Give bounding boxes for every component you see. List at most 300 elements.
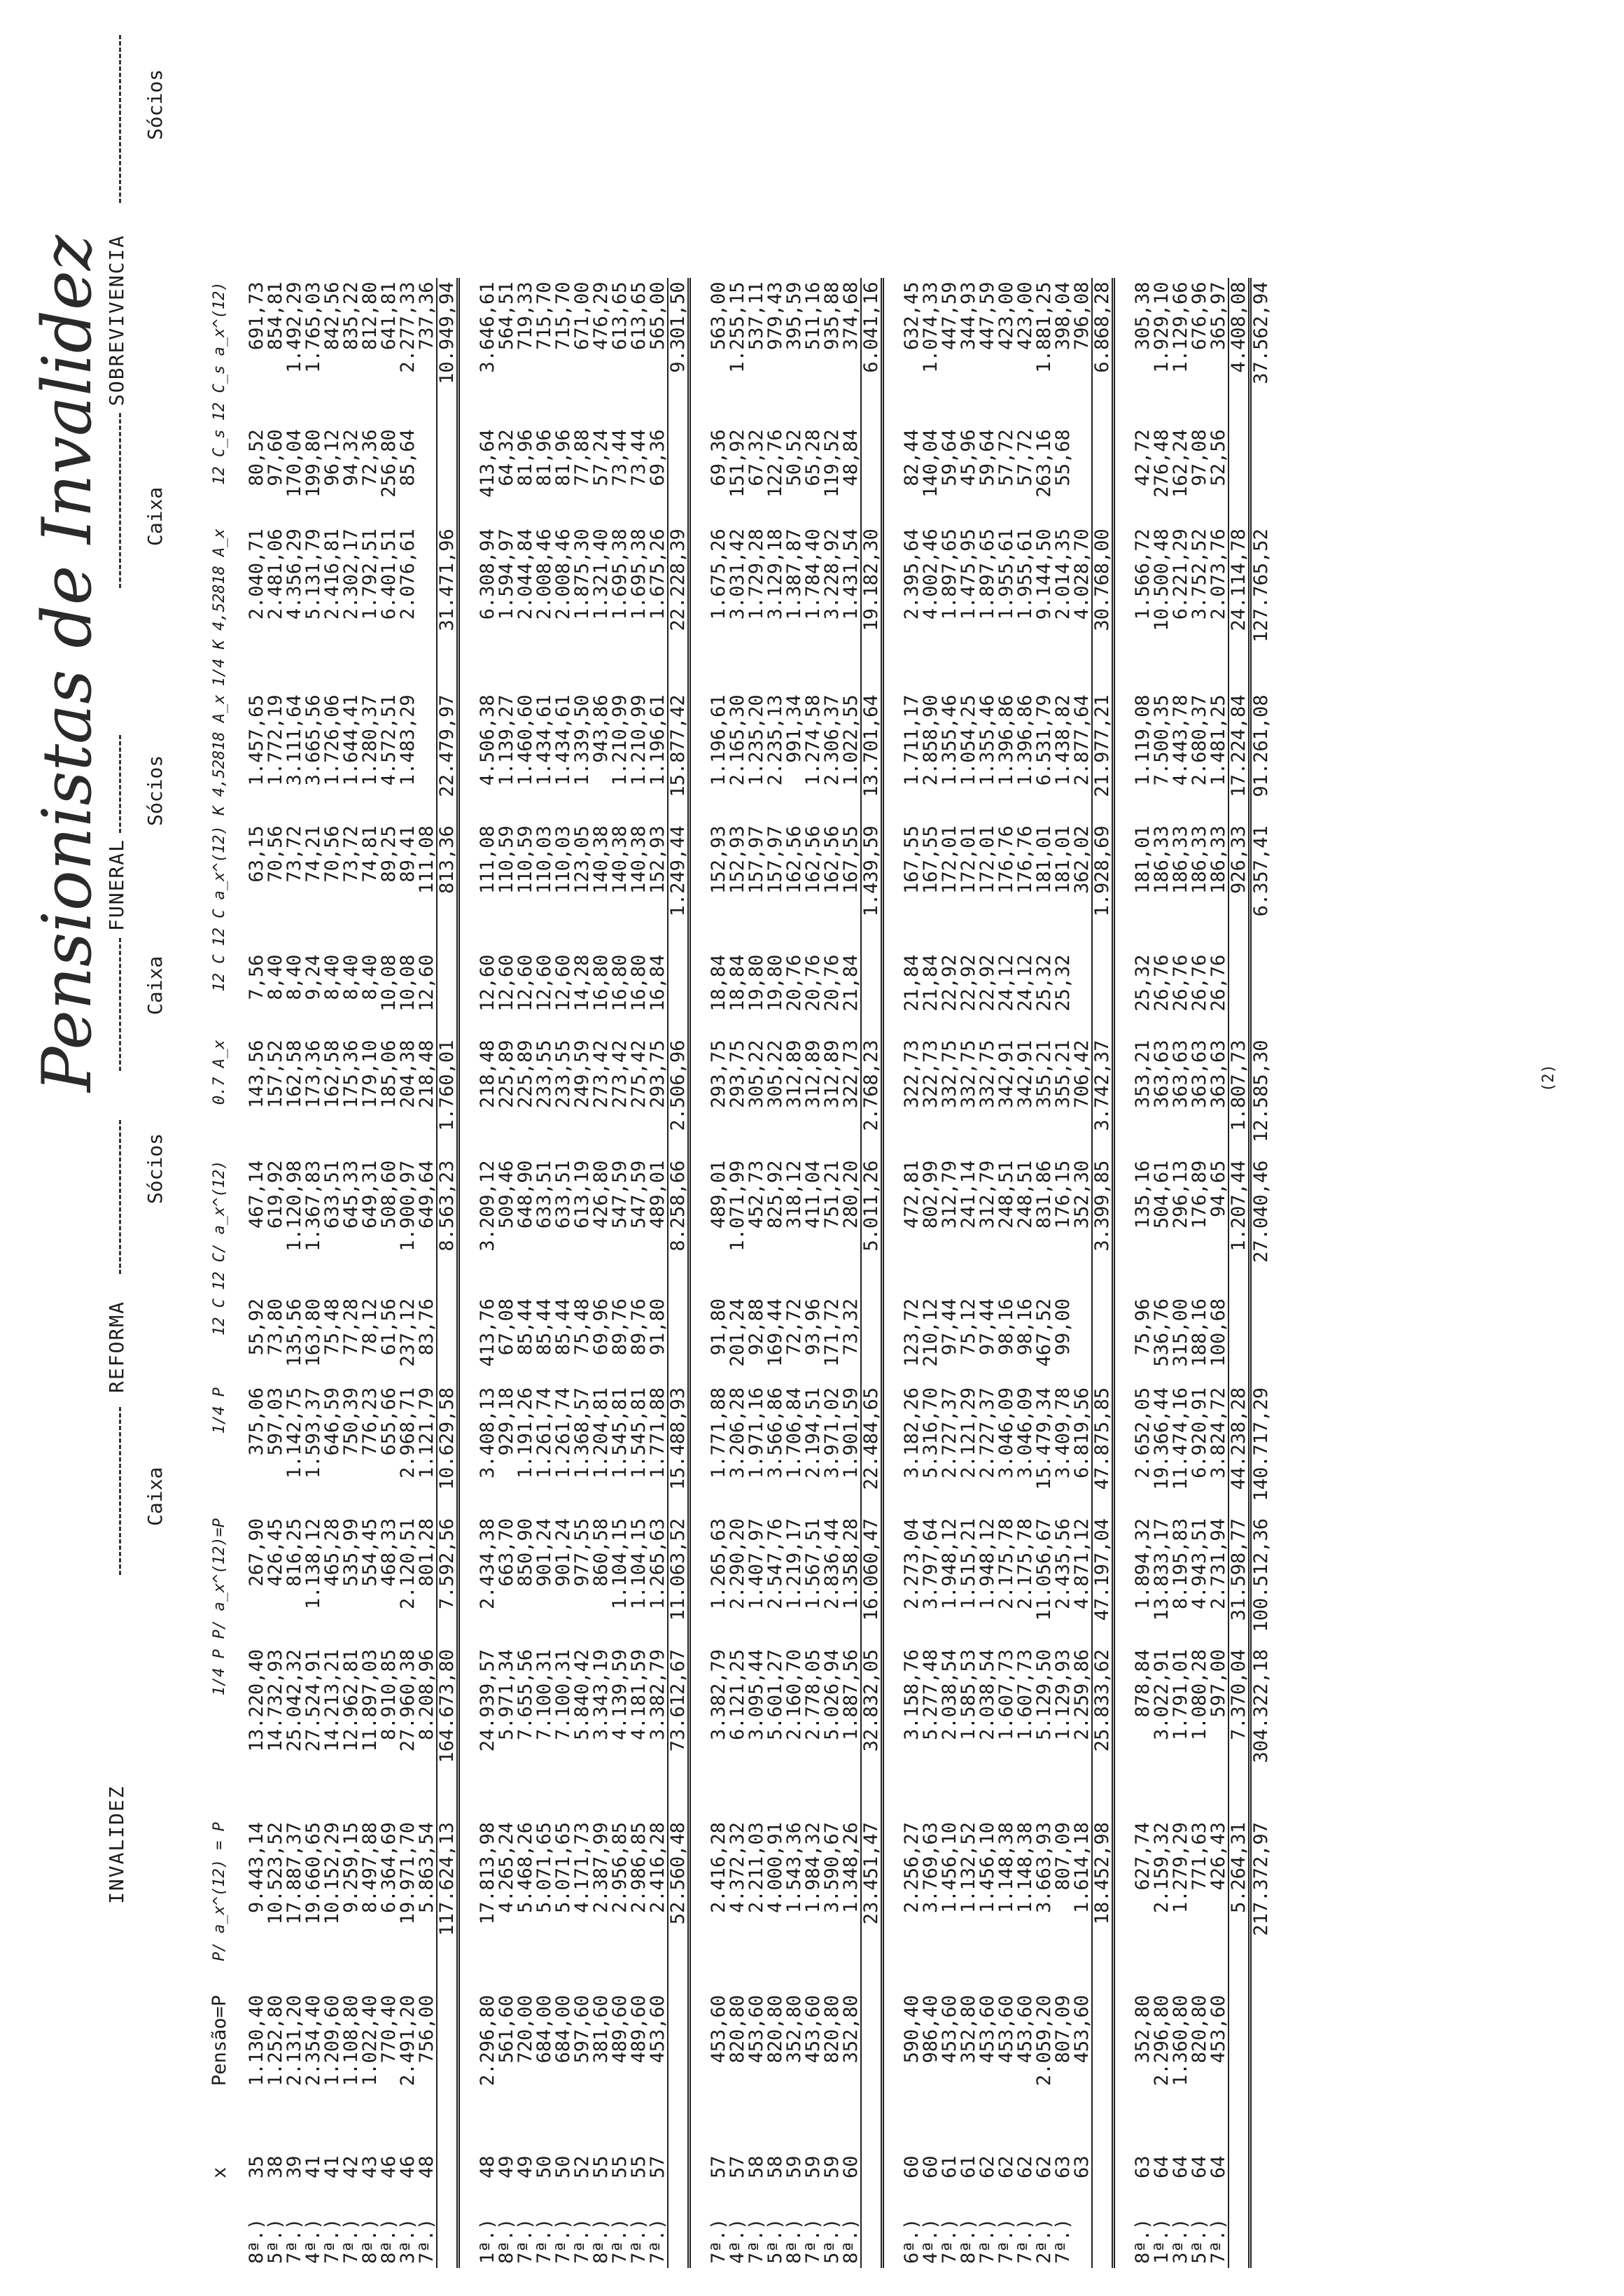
spacer-cell xyxy=(1092,2183,1114,2268)
spacer-cell xyxy=(668,1991,690,2125)
header-sob1: K 4,52818 A_x xyxy=(210,694,228,816)
table-row xyxy=(1016,278,1035,2268)
table-cell: 468,33 xyxy=(378,1518,400,1587)
table-cell: 293,75 xyxy=(708,1040,729,1109)
table-cell: 225,89 xyxy=(496,1040,517,1109)
table-cell: 204,38 xyxy=(397,1040,419,1109)
table-cell: 878,84 xyxy=(1132,1649,1154,1718)
table-cell: 48,84 xyxy=(840,429,862,486)
table-cell: 11.897,03 xyxy=(359,1649,381,1752)
table-cell: 4.943,51 xyxy=(1189,1518,1210,1610)
table-cell: 2.120,51 xyxy=(397,1518,419,1610)
table-cell: 3.663,93 xyxy=(1033,1822,1055,1914)
table-cell: 597,60 xyxy=(571,1995,593,2064)
table-cell: 15.479,34 xyxy=(1033,1387,1055,1490)
sub-sob-socios: Sócios xyxy=(144,69,167,140)
table-cell: 825,92 xyxy=(764,1160,786,1229)
table-cell: 21,84 xyxy=(840,954,862,1011)
table-cell: 175,36 xyxy=(340,1040,362,1109)
table-cell: 312,79 xyxy=(939,1160,960,1229)
table-cell: 352,80 xyxy=(958,1995,979,2064)
table-cell: 305,22 xyxy=(746,1040,767,1109)
table-cell: 26,76 xyxy=(1170,954,1191,1011)
table-cell: 21,84 xyxy=(920,954,941,1011)
table-cell: 9,24 xyxy=(302,954,324,1000)
table-cell: 135,16 xyxy=(1132,1160,1154,1229)
table-cell: 472,81 xyxy=(901,1160,923,1229)
subtotal-cell: 6.868,28 xyxy=(1092,278,1114,426)
table-cell: 5.277,48 xyxy=(920,1649,941,1741)
table-cell: 2.175,78 xyxy=(1014,1518,1036,1610)
table-cell: 50,52 xyxy=(783,429,805,486)
table-cell: 1.431,54 xyxy=(840,528,862,620)
table-cell: 62 xyxy=(995,2155,1017,2178)
table-cell: 2.038,54 xyxy=(939,1649,960,1741)
table-cell: 172,01 xyxy=(958,825,979,894)
subtotal-cell xyxy=(437,951,458,1036)
subtotal-cell: 23.451,47 xyxy=(861,1818,883,1991)
table-cell: 3.824,72 xyxy=(1208,1387,1229,1479)
spacer-cell xyxy=(1250,1991,1271,2125)
table-cell: 619,92 xyxy=(265,1160,286,1229)
table-cell: 50 xyxy=(552,2155,574,2178)
table-cell: 2.160,70 xyxy=(783,1649,805,1741)
table-cell: 75,96 xyxy=(1132,1298,1154,1356)
table-cell: 89,76 xyxy=(609,1298,631,1356)
table-cell: 42 xyxy=(340,2155,362,2178)
table-cell: 49 xyxy=(496,2155,517,2178)
subtotal-cell: 5.264,31 xyxy=(1228,1818,1250,1991)
table-cell: 1.929,10 xyxy=(1151,281,1172,373)
table-cell: 2.044,84 xyxy=(514,528,536,620)
table-cell: 21,84 xyxy=(901,954,923,1011)
table-cell: 720,00 xyxy=(514,1995,536,2064)
table-cell: 16,80 xyxy=(628,954,650,1011)
table-cell: 7ª.) xyxy=(708,2218,729,2264)
table-cell: 398,04 xyxy=(1052,281,1074,351)
table-cell: 1ª.) xyxy=(1151,2218,1172,2264)
table-cell: 1.711,17 xyxy=(901,694,923,786)
table-cell: 935,88 xyxy=(821,281,843,351)
subtotal-row xyxy=(1228,278,1250,2268)
table-cell: 123,72 xyxy=(901,1298,923,1367)
table-cell: 1.726,06 xyxy=(321,694,343,786)
table-row xyxy=(478,278,497,2268)
table-cell: 176,76 xyxy=(1014,825,1036,894)
table-cell: 3ª.) xyxy=(1170,2218,1191,2264)
header-ref4: 12 C/ a_x^(12) xyxy=(210,1160,228,1290)
table-cell: 280,20 xyxy=(840,1160,862,1229)
table-cell: 256,80 xyxy=(378,429,400,498)
spacer-cell xyxy=(1228,2183,1250,2268)
table-cell: 2.968,71 xyxy=(397,1387,419,1479)
subtotal-cell xyxy=(668,425,690,524)
table-cell: 352,80 xyxy=(783,1995,805,2064)
table-cell: 381,60 xyxy=(590,1995,612,2064)
table-cell: 1.265,63 xyxy=(708,1518,729,1610)
table-cell: 1.771,88 xyxy=(647,1387,668,1479)
table-cell: 27.524,91 xyxy=(302,1649,324,1752)
table-cell: 273,42 xyxy=(609,1040,631,1109)
table-cell: 3.382,79 xyxy=(708,1649,729,1741)
subtotal-cell: 15.488,93 xyxy=(668,1383,690,1514)
table-cell: 453,60 xyxy=(746,1995,767,2064)
table-cell: 633,51 xyxy=(552,1160,574,1229)
table-cell: 73,44 xyxy=(628,429,650,486)
subtotal-cell: 16.060,47 xyxy=(861,1514,883,1645)
table-cell: 1.280,37 xyxy=(359,694,381,786)
table-cell: 1.104,15 xyxy=(628,1518,650,1610)
table-cell: 1.567,51 xyxy=(802,1518,824,1610)
spacer-cell xyxy=(668,2125,690,2183)
table-cell: 77,28 xyxy=(340,1298,362,1356)
table-cell: 218,48 xyxy=(416,1040,438,1109)
table-cell: 4.181,59 xyxy=(628,1649,650,1741)
table-cell: 13.833,17 xyxy=(1151,1518,1172,1621)
table-cell: 12,60 xyxy=(477,954,498,1011)
table-cell: 2.211,03 xyxy=(746,1822,767,1914)
table-cell: 4.002,46 xyxy=(920,528,941,620)
table-cell: 6.121,25 xyxy=(727,1649,748,1741)
table-cell: 1.585,53 xyxy=(958,1649,979,1741)
table-cell: 41 xyxy=(321,2155,343,2178)
table-cell: 2.277,33 xyxy=(397,281,419,373)
table-cell: 22,92 xyxy=(976,954,998,1011)
table-cell: 233,55 xyxy=(552,1040,574,1109)
table-cell: 554,45 xyxy=(359,1518,381,1587)
table-cell: 100,68 xyxy=(1208,1298,1229,1367)
subtotal-cell: 8.563,23 xyxy=(437,1156,458,1294)
table-cell: 1.265,63 xyxy=(647,1518,668,1610)
table-row xyxy=(497,278,516,2268)
table-cell: 342,91 xyxy=(1014,1040,1036,1109)
table-row xyxy=(902,278,921,2268)
table-cell: 453,60 xyxy=(995,1995,1017,2064)
table-cell: 671,00 xyxy=(571,281,593,351)
table-cell: 69,36 xyxy=(647,429,668,486)
table-cell: 176,76 xyxy=(995,825,1017,894)
table-cell: 1.119,08 xyxy=(1132,694,1154,786)
table-cell: 59,64 xyxy=(976,429,998,486)
total-cell: 12.585,30 xyxy=(1250,1040,1272,1142)
table-cell: 181,01 xyxy=(1033,825,1055,894)
table-cell: 426,45 xyxy=(265,1518,286,1587)
table-cell: 901,24 xyxy=(552,1518,574,1587)
subtotal-cell: 5.011,26 xyxy=(861,1156,883,1294)
table-cell: 2.165,30 xyxy=(727,694,748,786)
section-sobrevivencia: SOBREVIVENCIA xyxy=(105,234,128,406)
table-cell: 1.142,75 xyxy=(284,1387,305,1479)
table-cell: 979,43 xyxy=(764,281,786,351)
table-cell: 237,12 xyxy=(397,1298,419,1367)
table-cell: 135,56 xyxy=(284,1298,305,1367)
table-cell: 504,61 xyxy=(1151,1160,1172,1229)
table-cell: 1.204,81 xyxy=(590,1387,612,1479)
table-cell: 57,24 xyxy=(590,429,612,486)
table-cell: 157,52 xyxy=(265,1040,286,1109)
table-cell: 750,39 xyxy=(340,1387,362,1456)
table-cell: 1.948,12 xyxy=(939,1518,960,1610)
table-cell: 850,90 xyxy=(514,1518,536,1587)
table-cell: 332,75 xyxy=(958,1040,979,1109)
table-cell: 1.771,88 xyxy=(708,1387,729,1479)
table-cell: 489,60 xyxy=(628,1995,650,2064)
table-cell: 842,56 xyxy=(321,281,343,351)
table-cell: 275,42 xyxy=(628,1040,650,1109)
table-cell: 1.130,40 xyxy=(246,1995,267,2087)
table-cell: 7ª.) xyxy=(514,2218,536,2264)
table-cell: 122,76 xyxy=(764,429,786,498)
table-cell: 46 xyxy=(378,2155,400,2178)
table-cell: 69,36 xyxy=(708,429,729,486)
table-cell: 293,75 xyxy=(647,1040,668,1109)
table-cell: 11.474,16 xyxy=(1170,1387,1191,1490)
sub-funeral-caixa: Caixa xyxy=(144,955,167,1015)
header-fun2: 12 C xyxy=(210,954,228,992)
table-cell: 820,80 xyxy=(727,1995,748,2064)
table-cell: 1ª.) xyxy=(477,2218,498,2264)
table-cell: 3.409,78 xyxy=(1052,1387,1074,1479)
table-row xyxy=(304,278,323,2268)
table-cell: 62 xyxy=(976,2155,998,2178)
table-cell: 2.259,86 xyxy=(1071,1649,1093,1741)
table-cell: 8,40 xyxy=(340,954,362,1000)
header-sexo xyxy=(210,2183,229,2268)
subtotal-cell: 10.949,94 xyxy=(437,278,458,426)
table-cell: 7ª.) xyxy=(1052,2218,1074,2264)
table-cell: 508,60 xyxy=(378,1160,400,1229)
table-cell: 82,44 xyxy=(901,429,923,486)
table-cell: 7ª.) xyxy=(939,2218,960,2264)
spacer-cell xyxy=(1228,2125,1250,2183)
table-cell: 6.221,29 xyxy=(1170,528,1191,620)
table-cell: 2.175,78 xyxy=(995,1518,1017,1610)
table-cell: 355,21 xyxy=(1052,1040,1074,1109)
table-cell: 537,11 xyxy=(746,281,767,351)
table-cell: 59 xyxy=(821,2155,843,2178)
table-cell: 1.104,15 xyxy=(609,1518,631,1610)
table-cell: 8.195,83 xyxy=(1170,1518,1191,1610)
table-cell: 3.382,79 xyxy=(647,1649,668,1741)
table-cell: 80,52 xyxy=(246,429,267,486)
table-cell: 3.129,18 xyxy=(764,528,786,620)
table-cell: 776,23 xyxy=(359,1387,381,1456)
table-cell: 26,76 xyxy=(1208,954,1229,1011)
table-cell: 64,32 xyxy=(496,429,517,486)
table-cell: 162,58 xyxy=(321,1040,343,1109)
table-cell: 263,16 xyxy=(1033,429,1055,498)
table-cell: 986,40 xyxy=(920,1995,941,2064)
table-cell: 55,68 xyxy=(1052,429,1074,486)
table-cell: 1.279,29 xyxy=(1170,1822,1191,1914)
table-cell: 186,33 xyxy=(1189,825,1210,894)
table-cell: 7ª.) xyxy=(746,2218,767,2264)
table-cell: 16,80 xyxy=(590,954,612,1011)
table-cell: 929,18 xyxy=(496,1387,517,1456)
table-cell: 344,93 xyxy=(958,281,979,351)
table-cell: 97,44 xyxy=(976,1298,998,1356)
table-cell: 6.531,79 xyxy=(1033,694,1055,786)
table-cell: 3.646,61 xyxy=(477,281,498,373)
table-cell: 1.367,83 xyxy=(302,1160,324,1252)
table-cell: 8ª.) xyxy=(246,2218,267,2264)
table-cell: 5.316,70 xyxy=(920,1387,941,1479)
table-cell: 641,81 xyxy=(378,281,400,351)
table-cell: 447,59 xyxy=(976,281,998,351)
table-cell: 3.228,92 xyxy=(821,528,843,620)
table-cell: 140,38 xyxy=(609,825,631,894)
table-cell: 1.129,93 xyxy=(1052,1649,1074,1741)
spacer-cell xyxy=(861,2183,883,2268)
table-cell: 3.182,26 xyxy=(901,1387,923,1479)
table-cell: 5.071,65 xyxy=(552,1822,574,1914)
table-cell: 1.791,01 xyxy=(1170,1649,1191,1741)
table-cell: 18,84 xyxy=(708,954,729,1011)
table-cell: 57 xyxy=(727,2155,748,2178)
table-row xyxy=(379,278,398,2268)
section-reforma: REFORMA xyxy=(105,1300,128,1393)
table-cell: 2.877,64 xyxy=(1071,694,1093,786)
table-cell: 58 xyxy=(764,2155,786,2178)
table-cell: 1.897,65 xyxy=(976,528,998,620)
subtotal-row xyxy=(861,278,883,2268)
table-cell: 1.984,32 xyxy=(802,1822,824,1914)
table-cell: 1.607,73 xyxy=(995,1649,1017,1741)
table-cell: 8ª.) xyxy=(590,2218,612,2264)
table-cell: 1.274,58 xyxy=(802,694,824,786)
subtotal-cell: 9.301,50 xyxy=(668,278,690,426)
table-cell: 63 xyxy=(1071,2155,1093,2178)
table-cell: 24,12 xyxy=(995,954,1017,1011)
table-cell: 597,00 xyxy=(1208,1649,1229,1718)
table-row xyxy=(1152,278,1171,2268)
table-cell: 186,33 xyxy=(1208,825,1229,894)
table-cell: 1.438,82 xyxy=(1052,694,1074,786)
note-mark: (2) xyxy=(1540,1064,1558,1092)
table-cell: 8,40 xyxy=(321,954,343,1000)
table-cell: 210,12 xyxy=(920,1298,941,1367)
table-cell: 4.139,59 xyxy=(609,1649,631,1741)
header-ref3: 12 C xyxy=(210,1298,228,1336)
table-cell: 11.056,67 xyxy=(1033,1518,1055,1621)
subtotal-cell: 926,33 xyxy=(1228,821,1250,950)
sub-reforma-socios: Sócios xyxy=(144,1133,167,1204)
spacer-cell xyxy=(1092,2125,1114,2183)
table-cell: 57,72 xyxy=(995,429,1017,486)
table-cell: 6.401,51 xyxy=(378,528,400,620)
table-cell: 98,16 xyxy=(1014,1298,1036,1356)
table-cell: 1.594,97 xyxy=(496,528,517,620)
table-cell: 63,15 xyxy=(246,825,267,883)
spacer-cell xyxy=(1092,1991,1114,2125)
table-cell: 69,96 xyxy=(590,1298,612,1356)
table-cell: 10,08 xyxy=(378,954,400,1011)
subtotal-cell: 30.768,00 xyxy=(1092,524,1114,690)
table-cell: 72,36 xyxy=(359,429,381,486)
table-cell: 1.706,84 xyxy=(783,1387,805,1479)
table-cell: 5.971,34 xyxy=(496,1649,517,1741)
table-cell: 4.572,51 xyxy=(378,694,400,786)
table-cell: 8.208,96 xyxy=(416,1649,438,1741)
table-cell: 152,93 xyxy=(708,825,729,894)
table-cell: 719,33 xyxy=(514,281,536,351)
table-cell: 807,09 xyxy=(1052,1822,1074,1891)
table-cell: 1.897,65 xyxy=(939,528,960,620)
table-cell: 97,44 xyxy=(939,1298,960,1356)
table-cell: 140,04 xyxy=(920,429,941,498)
table-cell: 2.273,04 xyxy=(901,1518,923,1610)
table-cell: 465,28 xyxy=(321,1518,343,1587)
table-cell: 123,05 xyxy=(571,825,593,894)
table-cell: 73,72 xyxy=(284,825,305,883)
table-cell: 296,13 xyxy=(1170,1160,1191,1229)
table-cell: 453,60 xyxy=(647,1995,668,2064)
table-cell: 8ª.) xyxy=(1132,2218,1154,2264)
divider xyxy=(119,1407,121,1575)
table-cell: 185,06 xyxy=(378,1040,400,1109)
table-cell: 1.355,46 xyxy=(939,694,960,786)
table-cell: 684,00 xyxy=(533,1995,555,2064)
table-cell: 10.523,52 xyxy=(265,1822,286,1925)
table-cell: 49 xyxy=(514,2155,536,2178)
table-cell: 1.543,36 xyxy=(783,1822,805,1914)
table-cell: 2.986,85 xyxy=(628,1822,650,1914)
table-cell: 64 xyxy=(1208,2155,1229,2178)
subtotal-cell xyxy=(1092,425,1114,524)
table-cell: 3.209,12 xyxy=(477,1160,498,1252)
table-cell: 1.875,30 xyxy=(571,528,593,620)
table-cell: 489,01 xyxy=(708,1160,729,1229)
group-spacer xyxy=(690,278,710,2268)
table-cell: 225,89 xyxy=(514,1040,536,1109)
table-cell: 363,63 xyxy=(1189,1040,1210,1109)
table-cell: 691,73 xyxy=(246,281,267,351)
table-row xyxy=(360,278,379,2268)
table-cell: 1.887,56 xyxy=(840,1649,862,1741)
subtotal-cell: 6.041,16 xyxy=(861,278,883,426)
table-cell: 3.095,44 xyxy=(746,1649,767,1741)
table-cell: 4.028,70 xyxy=(1071,528,1093,620)
table-cell: 1.407,97 xyxy=(746,1518,767,1610)
group-spacer xyxy=(458,278,479,2268)
table-cell: 1.261,74 xyxy=(552,1387,574,1479)
subtotal-cell: 1.807,73 xyxy=(1228,1036,1250,1156)
table-cell: 7ª.) xyxy=(416,2218,438,2264)
table-cell: 267,90 xyxy=(246,1518,267,1587)
table-cell: 248,51 xyxy=(995,1160,1017,1229)
table-cell: 38 xyxy=(265,2155,286,2178)
table-row xyxy=(323,278,342,2268)
table-cell: 1.481,25 xyxy=(1208,694,1229,786)
table-cell: 169,44 xyxy=(764,1298,786,1367)
table-cell: 2.354,40 xyxy=(302,1995,324,2087)
table-cell: 14.213,21 xyxy=(321,1649,343,1752)
subtotal-cell xyxy=(437,1294,458,1383)
subtotal-cell xyxy=(1228,1294,1250,1383)
table-cell: 854,81 xyxy=(265,281,286,351)
table-cell: 1.434,61 xyxy=(533,694,555,786)
subtotal-cell: 15.877,42 xyxy=(668,690,690,821)
table-cell: 9.144,50 xyxy=(1033,528,1055,620)
table-cell: 1.139,27 xyxy=(496,694,517,786)
table-cell: 1.132,52 xyxy=(958,1822,979,1914)
table-cell: 2.121,29 xyxy=(958,1387,979,1479)
table-cell: 10.500,48 xyxy=(1151,528,1172,631)
table-cell: 2.416,28 xyxy=(647,1822,668,1914)
table-cell: 1.252,80 xyxy=(265,1995,286,2087)
table-cell: 8ª.) xyxy=(378,2218,400,2264)
subtotal-cell xyxy=(437,425,458,524)
